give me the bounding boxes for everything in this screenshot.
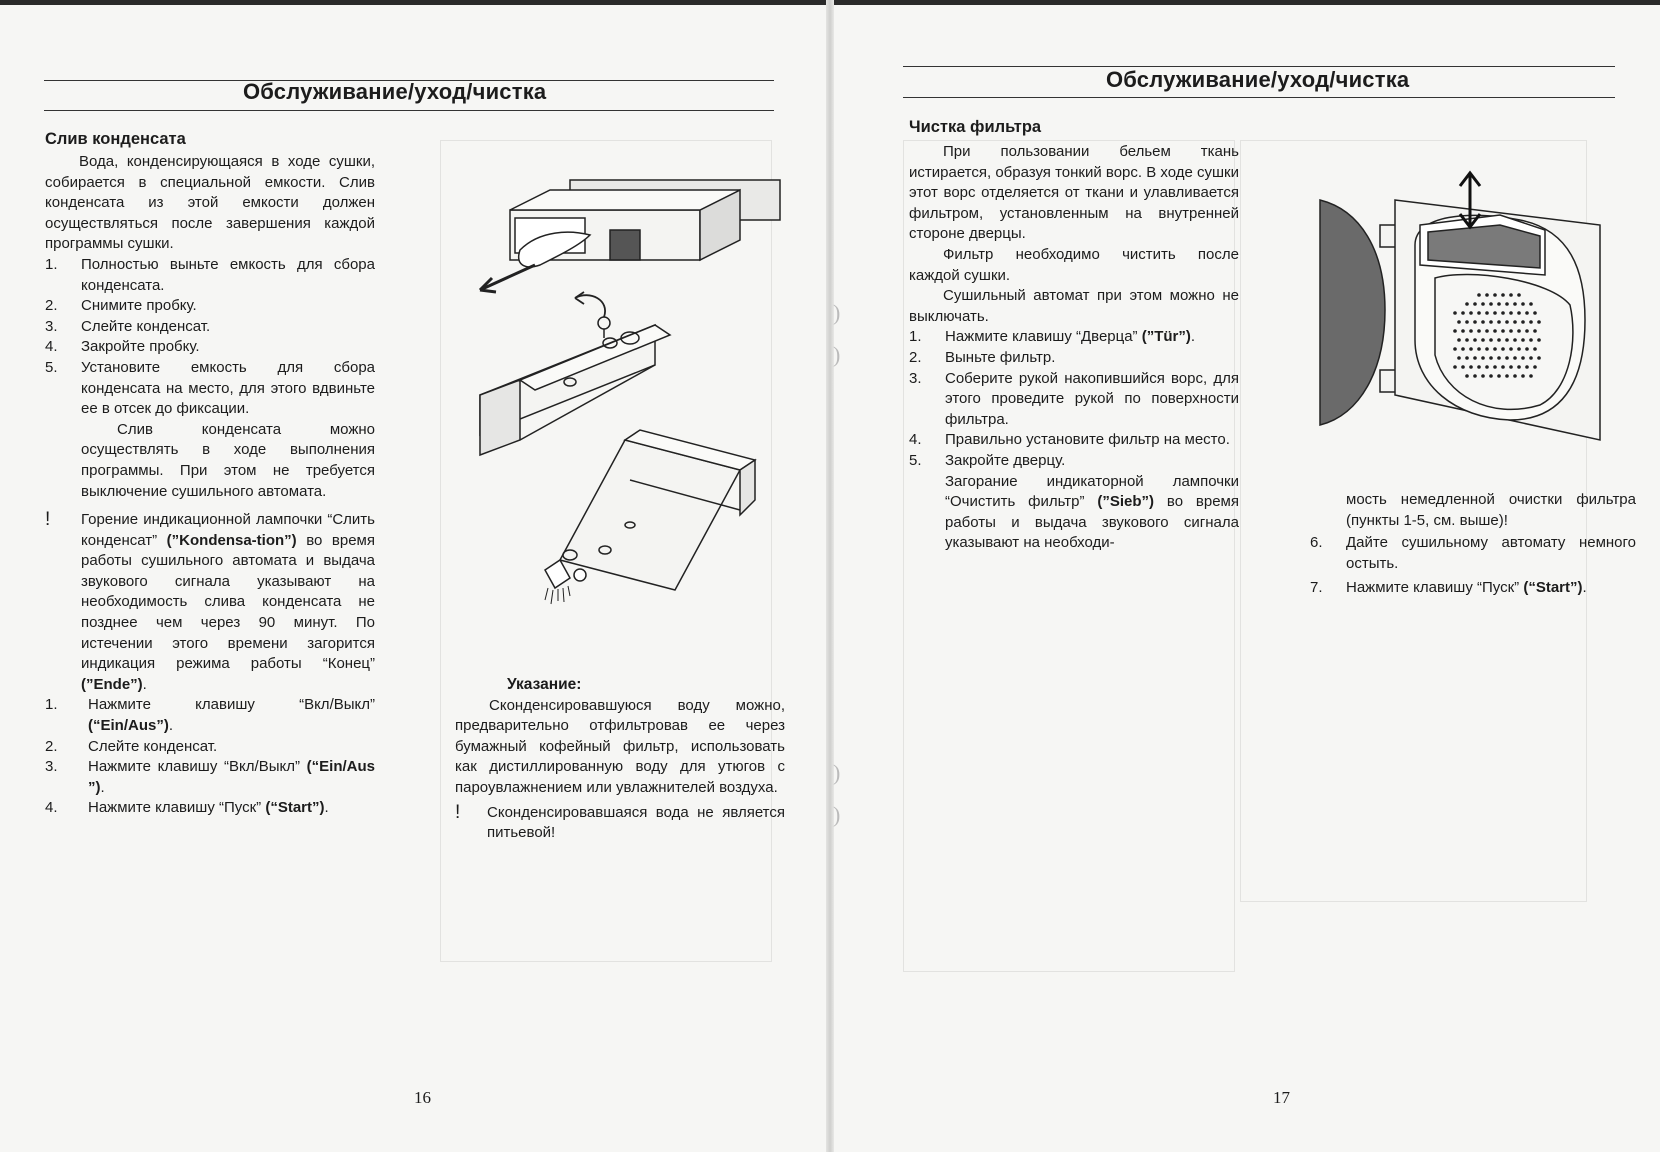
list-item: 2. Снимите пробку. [45, 297, 197, 315]
steps-list [45, 255, 375, 420]
page-number: 17 [1273, 1088, 1290, 1107]
binding-mark: ) [833, 760, 841, 785]
list-item: 3. Нажмите клавишу “Вкл/Выкл” (“Ein/Aus ”). [45, 758, 375, 796]
hint-heading: Указание: [507, 676, 582, 693]
list-item: 1. Нажмите клавишу “Дверца” (”Tür”). [909, 328, 1196, 346]
hint-block [455, 675, 785, 844]
warning-mark: ! [455, 801, 461, 823]
list-item: 4. Нажмите клавишу “Пуск” (“Start”). [45, 799, 329, 817]
binding-mark: ) [833, 342, 841, 367]
left-text-column [45, 152, 375, 819]
list-item: 4. Закройте пробку. [45, 338, 200, 356]
switch-paragraph: Сушильный автомат при этом можно не выключать. [909, 287, 1239, 325]
page-title: Обслуживание/уход/чистка [243, 79, 547, 104]
binding-mark: ) [833, 802, 841, 827]
list-item: 4. Правильно установите фильтр на место. [909, 431, 1230, 449]
step5-note: Загорание индикаторной лампочки “Очистить фильтр” (”Sieb”) во время работы и выдача звукового сигнала указывают на необходи- [945, 472, 1239, 552]
right-text-column [909, 142, 1239, 554]
lint-filter-illustration [1320, 170, 1620, 450]
list-item: 7. Нажмите клавишу “Пуск” (“Start”). [1310, 579, 1587, 597]
list-item: 1. Нажмите клавишу “Вкл/Выкл” (“Ein/Aus”). [45, 696, 375, 735]
page-title: Обслуживание/уход/чистка [1106, 67, 1410, 92]
hint-warning: ! Сконденсировавшаяся вода не является питьевой! [455, 803, 785, 844]
list-item: 6. Дайте сушильному автомату немного остыть. [1310, 534, 1636, 572]
list-item: 3. Слейте конденсат. [45, 317, 211, 335]
warning-mark: ! [45, 509, 51, 531]
list-item: 1. Полностью выньте емкость для сбора конденсата. [45, 255, 375, 294]
book-spine [826, 0, 834, 1152]
header-rule-bottom [903, 97, 1615, 98]
list-item: 5. Установите емкость для сбора конденсата на место, для этого вдвиньте ее в отсек до фиксации. [45, 358, 375, 418]
list-item: 5. Закройте дверцу. [909, 451, 1066, 469]
header-rule-bottom [44, 110, 774, 111]
steps-list [909, 327, 1239, 471]
list-item: 2. Слейте конденсат. [45, 737, 218, 755]
intro-paragraph: При пользовании бельем ткань истирается, образуя тонкий ворс. В ходе сушки этот ворс отделяется от ткани и улавливается фильтром, установленным на внутренней стороне дверцы. [909, 143, 1239, 243]
section-heading: Слив конденсата [45, 130, 186, 148]
steps-list-2 [45, 695, 375, 819]
list-item: 2. Выньте фильтр. [909, 348, 1056, 366]
section-heading: Чистка фильтра [909, 118, 1042, 136]
hint-text: Сконденсировавшуюся воду можно, предварительно отфильтровав ее через бумажный кофейный фильтр, использовать как дистиллированную воду для утюгов с пароувлажнением или увлажнителей воздуха. [455, 696, 785, 796]
continuation-text: мость немедленной очистки фильтра (пункты 1-5, см. выше)! [1346, 491, 1636, 529]
continuation-block [1310, 490, 1636, 599]
intro-paragraph: Вода, конденсирующаяся в ходе сушки, собирается в специальной емкости. Слив конденсата из этой емкости должен осуществляться после завершения каждой программы сушки. [45, 153, 375, 253]
filter-paragraph: Фильтр необходимо чистить после каждой сушки. [909, 245, 1239, 284]
warning-block: ! Горение индикационной лампочки “Слить конденсат” (”Kondensa-tion”) во время работы сушильного автомата и выдача звукового сигнала указывают на необходимость слива конденсата не позднее чем через 90 минут. По истечении этого времени загорится индикация режима работы “Конец” (”Ende”). [45, 510, 375, 695]
condensate-container-illustration [460, 170, 790, 650]
list-item: 3. Соберите рукой накопившийся ворс, для этого проведите рукой по поверхности фильтра. [909, 369, 1239, 428]
binding-mark: ) [833, 300, 841, 325]
note-paragraph: Слив конденсата можно осуществлять в ходе выполнения программы. При этом не требуется выключение сушильного автомата. [81, 420, 375, 500]
page-number: 16 [414, 1088, 431, 1107]
